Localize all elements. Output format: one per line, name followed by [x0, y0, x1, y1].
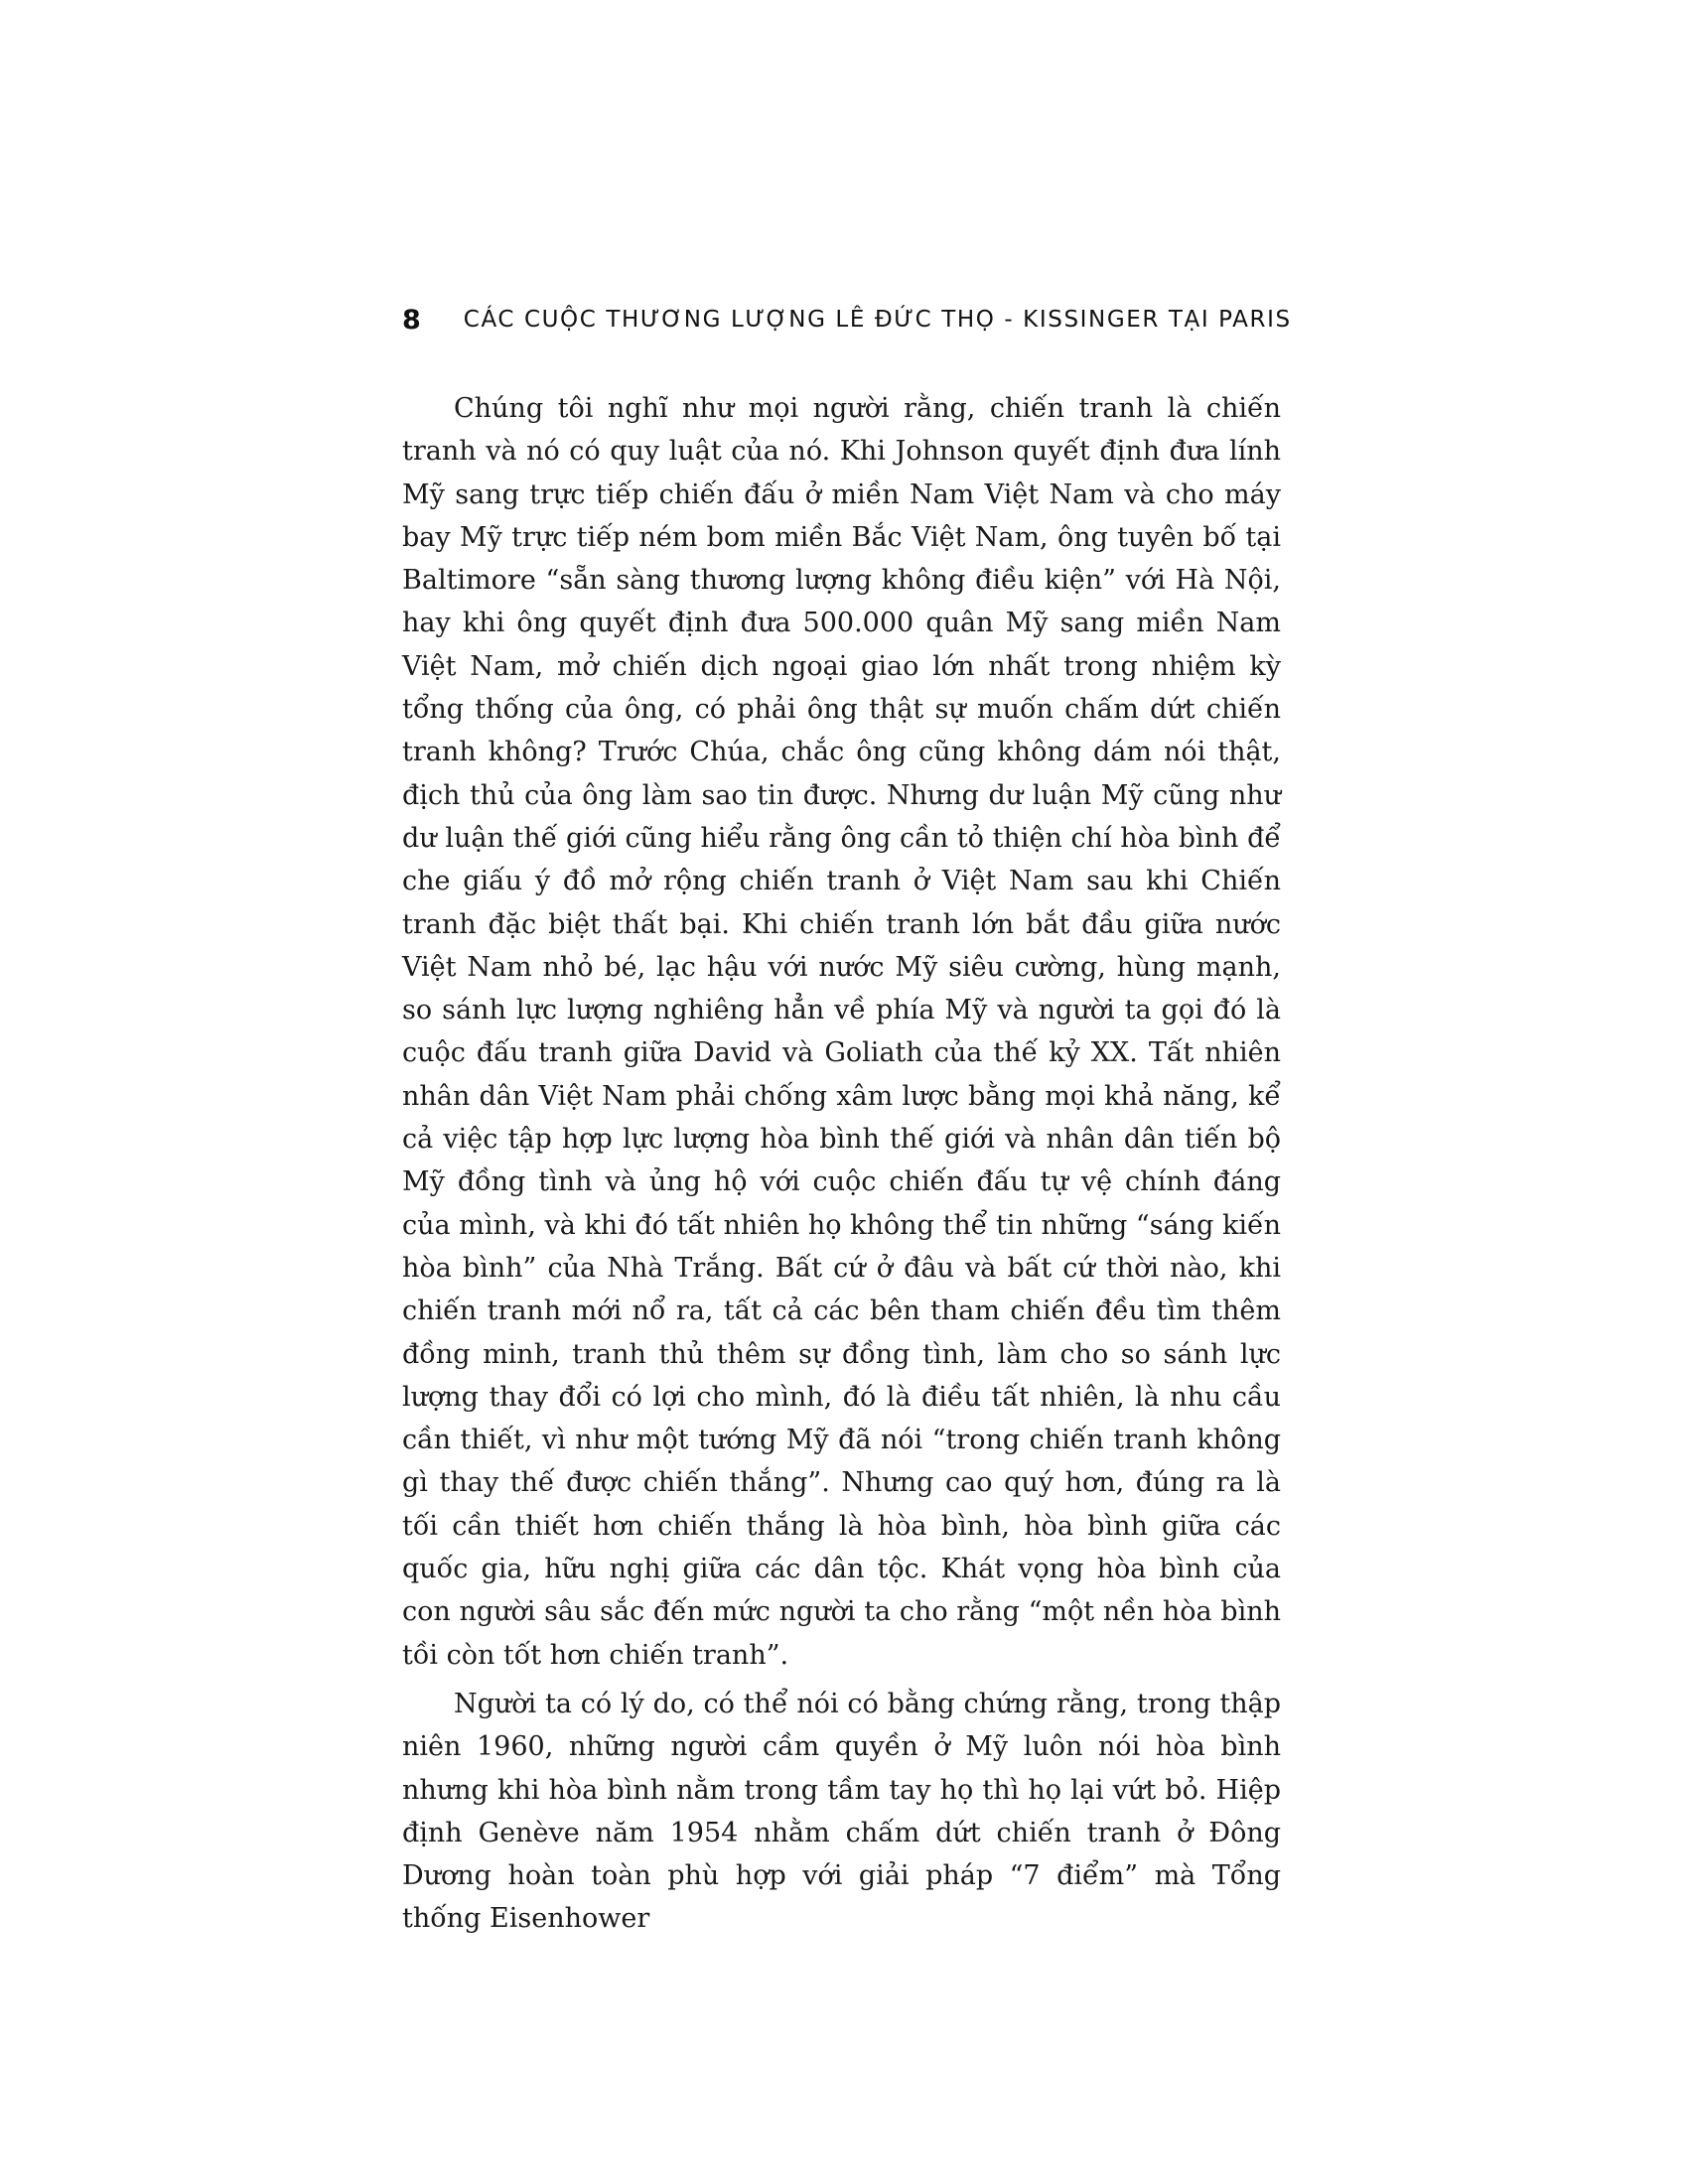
paragraph-1: Chúng tôi nghĩ như mọi người rằng, chiến tranh là chiến tranh và nó có quy luật của nó. Khi Johnson quyết định đưa lính Mỹ sang trực tiếp chiến đấu ở miền Nam Việt Nam và cho máy bay Mỹ trực tiếp ném bom miền Bắc Việt Nam, ông tuyên bố tại Baltimore “sẵn sàng thương lượng không điều kiện” với Hà Nội, hay khi ông quyết định đưa 500.000 quân Mỹ sang miền Nam Việt Nam, mở chiến dịch ngoại giao lớn nhất trong nhiệm kỳ tổng thống của ông, có phải ông thật sự muốn chấm dứt chiến tranh không? Trước Chúa, chắc ông cũng không dám nói thật, địch thủ của ông làm sao tin được. Nhưng dư luận Mỹ cũng như dư luận thế giới cũng hiểu rằng ông cần tỏ thiện chí hòa bình để che giấu ý đồ mở rộng chiến tranh ở Việt Nam sau khi Chiến tranh đặc biệt thất bại. Khi chiến tranh lớn bắt đầu giữa nước Việt Nam nhỏ bé, lạc hậu với nước Mỹ siêu cường, hùng mạnh, so sánh lực lượng nghiêng hẳn về phía Mỹ và người ta gọi đó là cuộc đấu tranh giữa David và Goliath của thế kỷ XX. Tất nhiên nhân dân Việt Nam phải chống xâm lược bằng mọi khả năng, kể cả việc tập hợp lực lượng hòa bình thế giới và nhân dân tiến bộ Mỹ đồng tình và ủng hộ với cuộc chiến đấu tự vệ chính đáng của mình, và khi đó tất nhiên họ không thể tin những “sáng kiến hòa bình” của Nhà Trắng. Bất cứ ở đâu và bất cứ thời nào, khi chiến tranh mới nổ ra, tất cả các bên tham chiến đều tìm thêm đồng minh, tranh thủ thêm sự đồng tình, làm cho so sánh lực lượng thay đổi có lợi cho mình, đó là điều tất nhiên, là nhu cầu cần thiết, vì như một tướng Mỹ đã nói “trong chiến tranh không gì thay thế được chiến thắng”. Nhưng cao quý hơn, đúng ra là tối cần thiết hơn chiến thắng là hòa bình, hòa bình giữa các quốc gia, hữu nghị giữa các dân tộc. Khát vọng hòa bình của con người sâu sắc đến mức người ta cho rằng “một nền hòa bình tồi còn tốt hơn chiến tranh”.: [402, 393, 1281, 1671]
paragraph-2: Người ta có lý do, có thể nói có bằng chứng rằng, trong thập niên 1960, những người cầm quyền ở Mỹ luôn nói hòa bình nhưng khi hòa bình nằm trong tầm tay họ thì họ lại vứt bỏ. Hiệp định Genève năm 1954 nhằm chấm dứt chiến tranh ở Đông Dương hoàn toàn phù hợp với giải pháp “7 điểm” mà Tổng thống Eisenhower: [402, 1688, 1281, 1935]
running-header: [402, 298, 1292, 341]
page-number: 8: [402, 304, 422, 336]
running-title: CÁC CUỘC THƯƠNG LƯỢNG LÊ ĐỨC THỌ - KISSINGER TẠI PARIS: [463, 307, 1292, 333]
body-text: [402, 387, 1281, 1941]
